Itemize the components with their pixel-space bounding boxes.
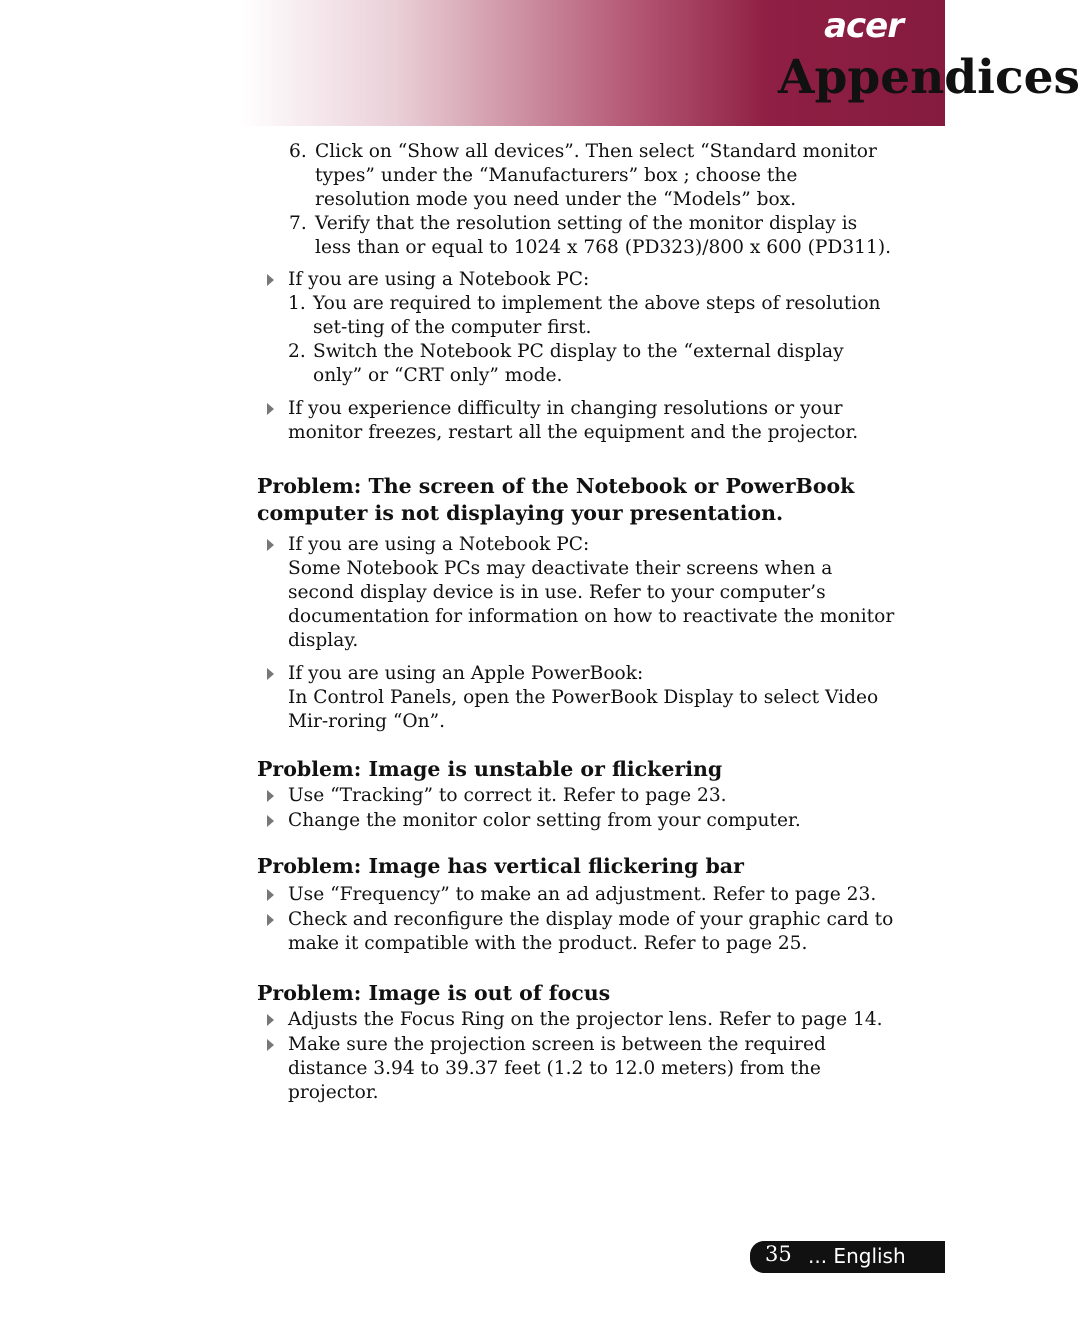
main-content (257, 140, 897, 1105)
page-footer (750, 1241, 945, 1273)
bullet-arrow-icon (267, 815, 274, 827)
step-number: 2. (288, 341, 306, 362)
bullet-arrow-icon (267, 1039, 274, 1051)
bullet-arrow-icon (267, 539, 274, 551)
bullet-arrow-icon (267, 790, 274, 802)
bullet-text: Adjusts the Focus Ring on the projector lens. Refer to page 14. (288, 1009, 883, 1030)
step-number: 6. (289, 141, 307, 162)
acer-logo: acer (824, 6, 903, 46)
bullet-arrow-icon (267, 668, 274, 680)
bullet-arrow-icon (267, 914, 274, 926)
bullet-text: Make sure the projection screen is between the required distance 3.94 to 39.37 feet (1.2 to 12.0 meters) from the projector. (288, 1034, 826, 1103)
bullet-text: If you experience difficulty in changing resolutions or your monitor freezes, restart all the equipment and the projector. (288, 398, 859, 443)
top-steps-list (257, 140, 897, 260)
step-number: 7. (289, 213, 307, 234)
bullet-text: Check and reconfigure the display mode of your graphic card to make it compatible with the product. Refer to page 25. (288, 909, 894, 954)
bullet-text: Use “Frequency” to make an ad adjustment. Refer to page 23. (288, 884, 877, 905)
step-text: Verify that the resolution setting of the monitor display is less than or equal to 1024 x 768 (PD323)/800 x 600 (PD311). (315, 213, 891, 258)
step-text: Click on “Show all devices”. Then select “Standard monitor types” under the “Manufacturers” box ; choose the resolution mode you need under the “Models” box. (315, 141, 877, 210)
list-item (257, 784, 897, 808)
problem-heading: Problem: The screen of the Notebook or PowerBook computer is not displaying your presentation. (257, 474, 855, 525)
page-title: Appendices (778, 50, 1080, 105)
list-item (288, 292, 897, 340)
bullet-difficulty (257, 397, 897, 445)
notebook-steps (257, 292, 897, 388)
list-item (289, 212, 897, 260)
list-item (257, 533, 897, 653)
step-number: 1. (288, 293, 306, 314)
step-text: You are required to implement the above steps of resolution set-ting of the computer first. (313, 293, 881, 338)
bullet-text: Some Notebook PCs may deactivate their screens when a second display device is in use. Refer to your computer’s documentation for information on how to reactivate the monitor display. (288, 558, 895, 651)
bullet-text: In Control Panels, open the PowerBook Display to select Video Mir-roring “On”. (288, 687, 879, 732)
list-item (257, 883, 897, 907)
bullet-lead: If you are using an Apple PowerBook: (288, 663, 644, 684)
list-item (288, 340, 897, 388)
bullet-arrow-icon (267, 274, 274, 286)
problem-heading: Problem: Image is out of focus (257, 981, 611, 1005)
bullet-text: If you are using a Notebook PC: (288, 269, 590, 290)
list-item (257, 908, 897, 956)
list-item (257, 662, 897, 734)
bullet-arrow-icon (267, 403, 274, 415)
list-item (257, 809, 897, 833)
page-number: 35 (765, 1242, 792, 1266)
bullet-text: Use “Tracking” to correct it. Refer to page 23. (288, 785, 727, 806)
list-item (289, 140, 897, 212)
language-label: ... English (808, 1244, 906, 1268)
bullet-arrow-icon (267, 889, 274, 901)
bullet-lead: If you are using a Notebook PC: (288, 534, 590, 555)
bullet-text: Change the monitor color setting from your computer. (288, 810, 801, 831)
list-item (257, 1008, 897, 1032)
header-banner (240, 0, 1080, 126)
problem-heading: Problem: Image is unstable or flickering (257, 757, 723, 781)
list-item (257, 1033, 897, 1105)
problem-heading: Problem: Image has vertical flickering bar (257, 854, 744, 878)
step-text: Switch the Notebook PC display to the “external display only” or “CRT only” mode. (313, 341, 844, 386)
bullet-notebook (257, 268, 897, 292)
bullet-arrow-icon (267, 1014, 274, 1026)
